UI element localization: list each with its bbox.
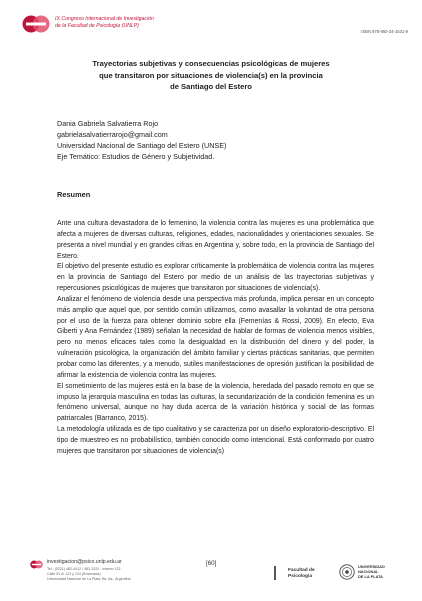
footer-contact: [47, 567, 131, 582]
congress-logo: [22, 13, 50, 35]
author-affiliation: Universidad Nacional de Santiago del Estero (UNSE): [57, 141, 227, 150]
paper-title: [30, 58, 392, 93]
footer-congress-logo: [30, 559, 43, 570]
isbn: ISBN 978-950-34-1531-9: [361, 29, 408, 34]
footer-email[interactable]: investigacion@psico.unlp.edu.ar: [47, 559, 122, 565]
author-email: gabrielasalvatierrarojo@gmail.com: [57, 130, 168, 139]
paragraph-5: La metodología utilizada es de tipo cualitativo y se caracteriza por un diseño exploratorio-descriptivo. El tipo de muestreo es no probabilístico, también conocido como intencional. Está conformado por cuatro mujeres que transitaron por situaciones de violencia(s): [57, 426, 374, 455]
paragraph-3: Analizar el fenómeno de violencia desde una perspectiva más profunda, implica pensar en un concepto más amplio que aquel que, por sentido común utilizamos, como avasallar la voluntad de otra persona por el uso de la fuerza para obtener dominio sobre ella (Femenías & Rossi, 2009). En efecto, Eva Giberti y Ana Fernández (1989) señalan la necesidad de hablar de formas de violencia menos visibles, pero no menos eficaces tales como la desigualdad en la distribución del dinero y del poder, la vulneración psicológica, la organización del ámbito familiar y ciertas prácticas sanitarias, que permiten probar como las diferentes, y a menudo, sutiles manifestaciones de opresión justifican la posibilidad de afirmar la existencia de violencia contra las mujeres.: [57, 295, 374, 379]
faculty-name: [288, 568, 315, 580]
unlp-seal-icon: [339, 564, 355, 580]
faculty-logo-icon: [274, 566, 287, 580]
footer-contact-line: Calle 51 e/ 123 y 124 (Ensenada): [47, 572, 101, 576]
title-line-1: Trayectorias subjetivas y consecuencias psicológicas de mujeres: [92, 59, 330, 68]
page-number: [60]: [206, 560, 217, 567]
title-line-2: que transitaron por situaciones de violencia(s) en la provincia: [99, 70, 323, 80]
unlp-line-3: DE LA PLATA: [358, 573, 383, 579]
author-block: [57, 118, 226, 162]
paragraph-2: El objetivo del presente estudio es explorar críticamente la problemática de violencia contra las mujeres en la provincia de Santiago del Estero por medio de un análisis de las trayectorias subjetivas y repercusiones psicológicas de mujeres que transitaron por situaciones de violencia(s).: [57, 263, 374, 293]
author-name: Dania Gabriela Salvatierra Rojo: [57, 119, 159, 128]
page-footer: [30, 556, 400, 596]
paragraph-1: Ante una cultura devastadora de lo femenino, la violencia contra las mujeres es una problemática que afecta a mujeres de diversas culturas, religiones, edades, nacionalidades y orientaciones sexuales. Se presenta a nivel mundial y en grandes cifras en Argentina y, sobre todo, en la provincia de Santiago del Estero.: [57, 220, 374, 260]
faculty-line-2: Psicología: [288, 574, 312, 579]
abstract-body: [57, 219, 374, 458]
footer-contact-line: Tel.: (0221) 482-4412 / 483-3331 - interno 132: [47, 567, 121, 571]
title-line-3: de Santiago del Estero: [170, 82, 252, 91]
unlp-line-1: UNIVERSIDAD: [358, 564, 385, 569]
congress-line-2: de la Facultad de Psicología (UNLP): [55, 22, 139, 29]
abstract-heading: Resumen: [57, 190, 91, 199]
footer-contact-line: Universidad Nacional de La Plata, Bs. As., Argentina: [47, 577, 131, 581]
congress-line-1: IX Congreso Internacional de Investigación: [55, 16, 154, 22]
thematic-axis: Eje Temático: Estudios de Género y Subjetividad.: [57, 152, 215, 161]
paragraph-4: El sometimiento de las mujeres está en la base de la violencia, heredada del pasado remoto en que se impuso la jerarquía masculina en todas las culturas, la secundarización de la condición femenina es un fenómeno universal, aunque no hay duda acerca de la variación histórica y social de las formas patriarcales (Barranco, 2015).: [57, 382, 374, 423]
congress-name: [55, 16, 154, 29]
faculty-line-1: Facultad de: [288, 568, 315, 573]
unlp-name: [358, 565, 385, 579]
unlp-line-2: NACIONAL: [358, 568, 379, 574]
page-header: [22, 13, 412, 37]
